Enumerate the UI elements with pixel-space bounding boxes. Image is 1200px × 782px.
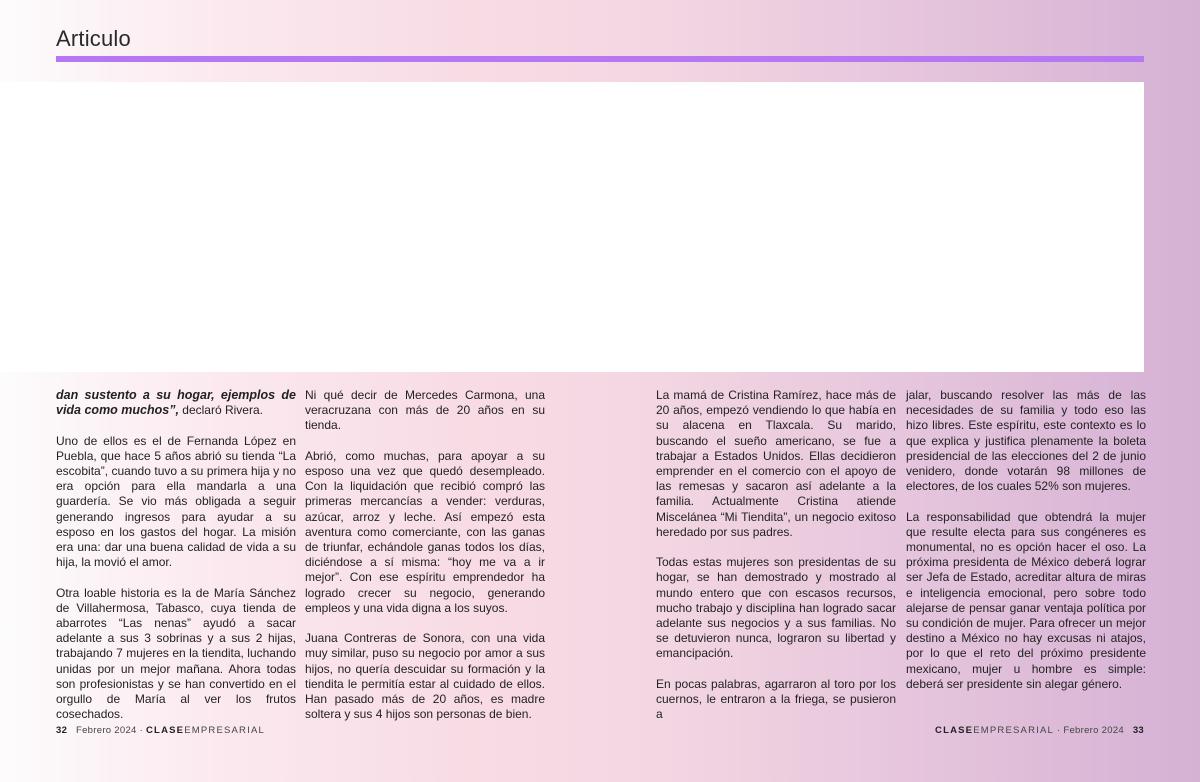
body-paragraph: jalar, buscando resolver las más de las necesidades de su familia y todo eso las hizo libres. Este espíritu, este contexto es lo que explica y justifica plenamente la boleta presidencial de las elecciones del 2 de junio venidero, donde votarán 98 millones de electores, de los cuales 52% son mujeres. — [906, 388, 1146, 494]
lead-attribution: declaró Rivera. — [178, 403, 263, 418]
magazine-brand-bold: CLASE — [146, 725, 185, 736]
magazine-brand-light: EMPRESARIAL — [184, 725, 265, 736]
lead-paragraph — [56, 388, 296, 418]
body-paragraph: Abrió, como muchas, para apoyar a su esposo una vez que quedó desempleado. Con la liquidación que recibió compró las primeras mercancías a vender: verduras, azúcar, arroz y leche. Así empezó esta aventura como comerciante, con las ganas de triunfar, echándole ganas todos los días, diciéndose a sí misma: “hoy me va a ir mejor”. Con ese espíritu emprendedor ha logrado crecer su negocio, generando empleos y una vida digna a los suyos. — [305, 448, 545, 615]
body-paragraph: La responsabilidad que obtendrá la mujer que resulte electa para sus congéneres es monumental, no es opción hacer el oso. La próxima presidenta de México deberá lograr ser Jefa de Estado, acreditar altura de miras e inteligencia emocional, pero sobre todo alejarse de pensar ganar ventaja política por su condición de mujer. Para ofrecer un mejor destino a México no hay excusas ni atajos, por lo que el reto del próximo presidente mexicano, mujer u hombre es simple: deberá ser presidente sin alegar género. — [906, 509, 1146, 691]
folio-right — [935, 725, 1144, 736]
magazine-brand-light: EMPRESARIAL — [973, 725, 1054, 736]
body-paragraph: Juana Contreras de Sonora, con una vida muy similar, puso su negocio por amor a sus hijos, no quería descuidar su formación y la tiendita le permitía estar al cuidado de ellos. Han pasado más de 20 años, es madre soltera y sus 4 hijos son personas de bien. — [305, 631, 545, 722]
body-paragraph: En pocas palabras, agarraron al toro por los cuernos, le entraron a la friega, se pusieron a — [656, 676, 896, 722]
page-number: 32 — [56, 725, 68, 736]
body-paragraph: Ni qué decir de Mercedes Carmona, una veracruzana con más de 20 años en su tienda. — [305, 388, 545, 433]
article-column-2 — [305, 388, 545, 722]
lead-quote: dan sustento a su hogar, ejemplos de vida como muchos”, — [56, 388, 296, 418]
article-column-3 — [656, 388, 896, 722]
folio-left — [56, 725, 265, 736]
body-paragraph: Todas estas mujeres son presidentas de su hogar, se han demostrado y mostrado al mundo entero que con escasos recursos, mucho trabajo y disciplina han logrado sacar adelante sus negocios y a sus familias. No se detuvieron nunca, lograron su libertad y emancipación. — [656, 555, 896, 661]
body-paragraph: Otra loable historia es la de María Sánchez de Villahermosa, Tabasco, cuya tienda de abarrotes “Las nenas” ayudó a sacar adelante a sus 3 sobrinas y a sus 2 hijas, trabajando 7 mujeres en la tiendita, luchando unidas por un mejor mañana. Ahora todas son profesionistas y se han convertido en el orgullo de María al ver los frutos cosechados. — [56, 585, 296, 722]
body-paragraph: La mamá de Cristina Ramírez, hace más de 20 años, empezó vendiendo lo que había en su alacena en Tlaxcala. Su marido, buscando el sueño americano, se fue a trabajar a Estados Unidos. Ellas decidieron emprender en el comercio con el apoyo de las remesas y sacaron así adelante a la familia. Actualmente Cristina atiende Miscelánea “Mi Tiendita”, un negocio exitoso heredado por sus padres. — [656, 388, 896, 539]
accent-bar — [56, 56, 1144, 62]
magazine-brand-bold: CLASE — [935, 725, 974, 736]
photo-placeholder — [0, 82, 1144, 372]
issue-date: Febrero 2024 · — [76, 725, 144, 736]
page-number: 33 — [1132, 725, 1144, 736]
section-title: Articulo — [56, 26, 131, 51]
article-column-1 — [56, 388, 296, 722]
article-column-4 — [906, 388, 1146, 692]
body-paragraph: Uno de ellos es el de Fernanda López en Puebla, que hace 5 años abrió su tienda “La escobita”, cuando tuvo a su primera hija y no era opción para ella mandarla a una guardería. Se vio más obligada a seguir generando ingresos para ayudar a su esposo en los gastos del hogar. La misión era una: dar una buena calidad de vida a su hija, la movió el amor. — [56, 433, 296, 570]
issue-date: · Febrero 2024 — [1056, 725, 1124, 736]
